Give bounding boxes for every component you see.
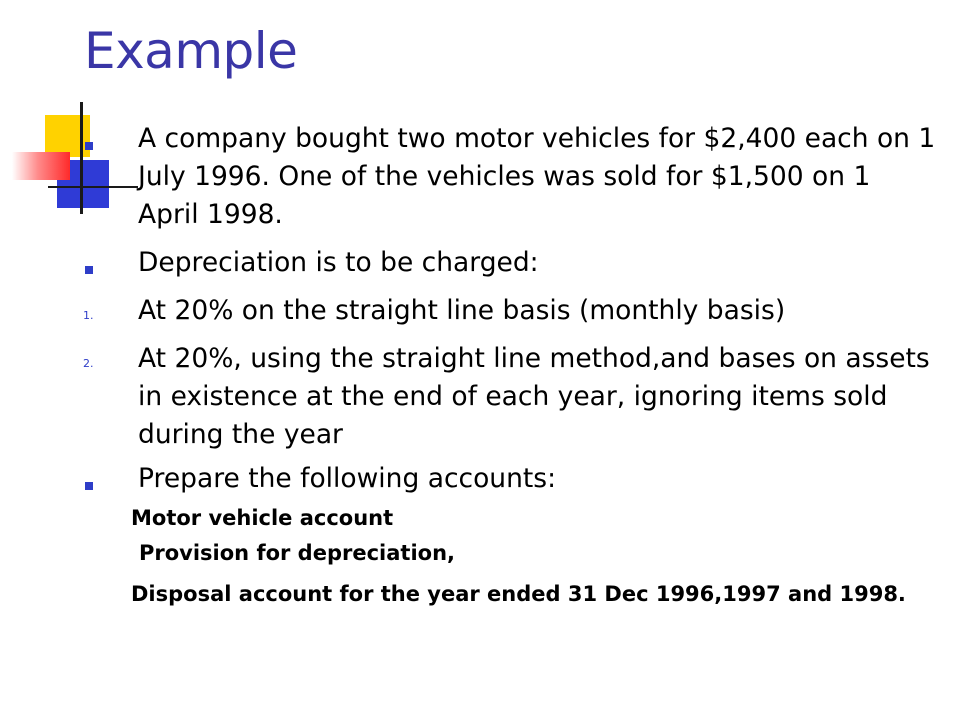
horizontal-line-decoration xyxy=(48,186,138,188)
account-line: Disposal account for the year ended 31 Dec 1996,1997 and 1998. xyxy=(131,582,906,606)
account-line: Provision for depreciation, xyxy=(139,541,455,565)
list-number: 2. xyxy=(83,357,94,370)
account-line: Motor vehicle account xyxy=(131,506,394,530)
vertical-line-decoration xyxy=(80,102,83,214)
numbered-text: At 20% on the straight line basis (monthly basis) xyxy=(138,295,786,326)
slide-title: Example xyxy=(84,22,298,80)
red-gradient-decoration xyxy=(12,152,70,180)
yellow-square-decoration xyxy=(45,115,90,157)
square-bullet-icon xyxy=(85,482,93,490)
square-bullet-icon xyxy=(85,142,93,150)
numbered-text: At 20%, using the straight line method,and bases on assets in existence at the end of each year, ignoring items sold during the year xyxy=(138,343,930,450)
bullet-text: Prepare the following accounts: xyxy=(138,463,557,494)
bullet-text: Depreciation is to be charged: xyxy=(138,247,539,278)
square-bullet-icon xyxy=(85,266,93,274)
decorative-corner-graphic xyxy=(0,90,140,230)
bullet-text: A company bought two motor vehicles for $2,400 each on 1 July 1996. One of the vehicles was sold for $1,500 on 1 April 1998. xyxy=(138,123,936,230)
list-number: 1. xyxy=(83,309,94,322)
